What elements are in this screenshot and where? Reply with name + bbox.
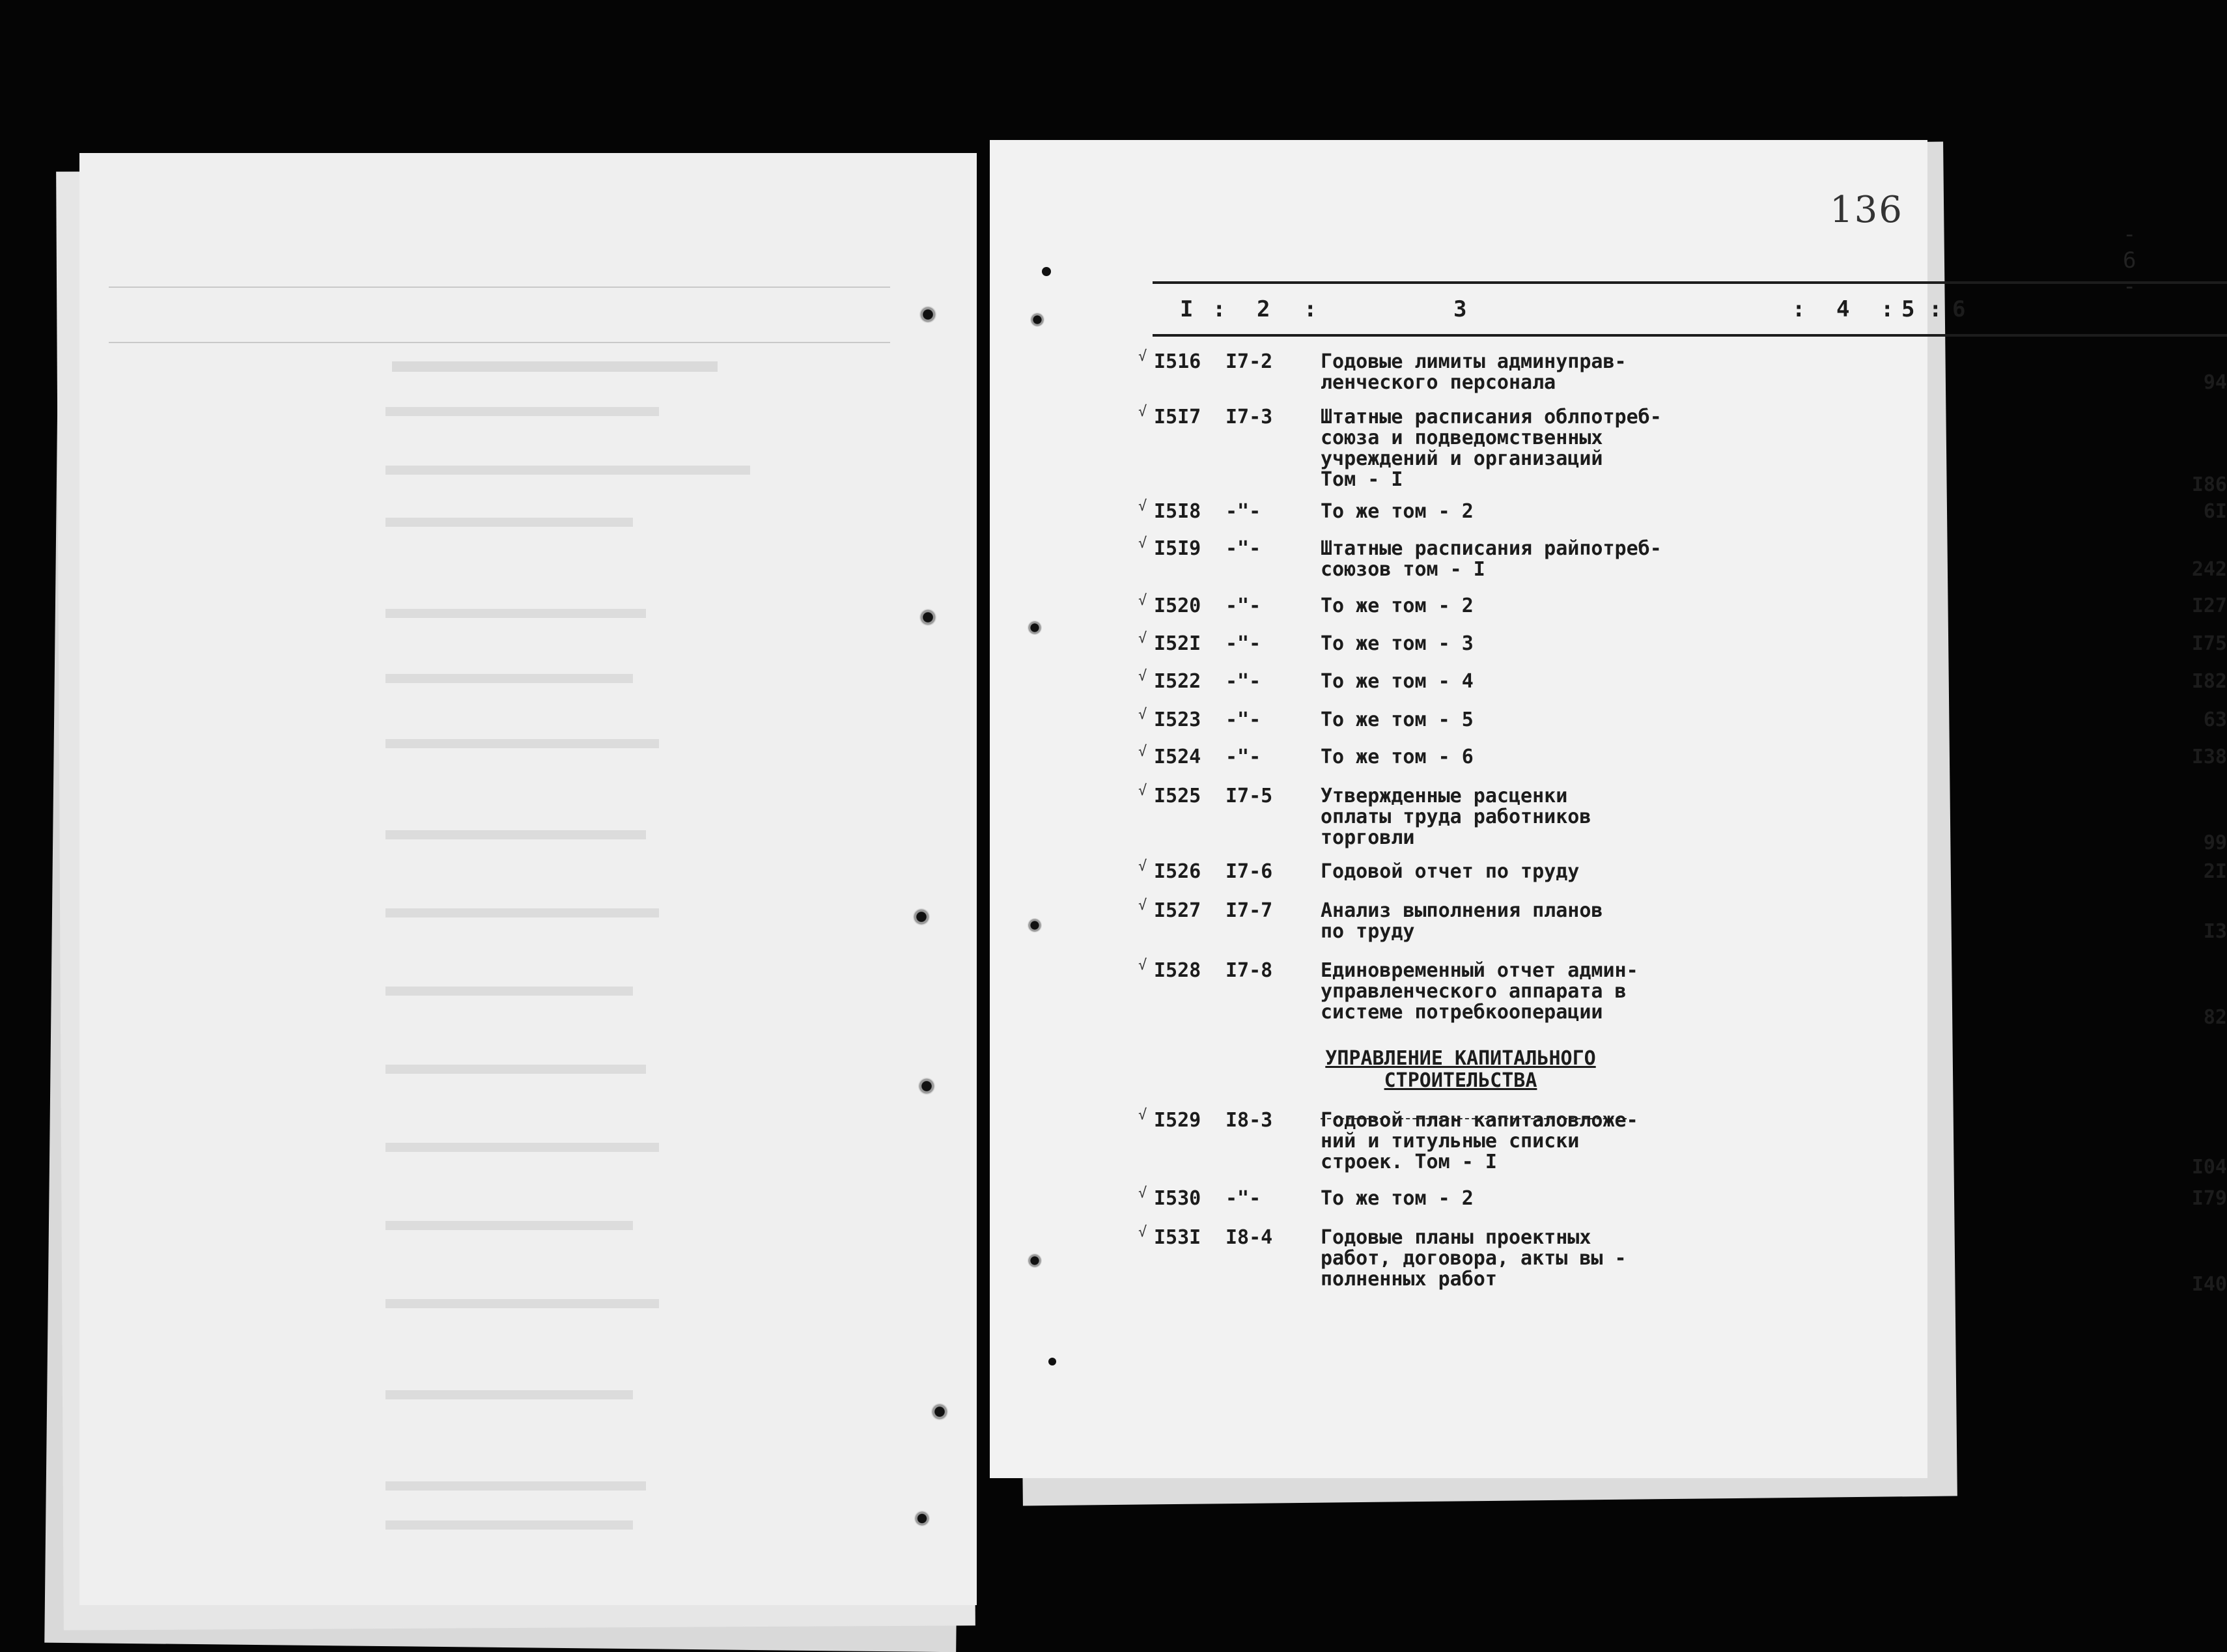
ghost-text (385, 609, 646, 618)
header-rule-top (1153, 281, 2227, 284)
item-pages: I82 (2191, 670, 2227, 693)
item-number: I5I7 (1154, 406, 1201, 428)
column-header-4: 4 (1836, 296, 1850, 322)
column-header-6: 6 (1952, 296, 1966, 322)
punch-hole (931, 1403, 948, 1420)
item-index: -"- (1226, 632, 1261, 655)
checkmark: √ (1138, 858, 1147, 875)
punch-hole (914, 1511, 930, 1526)
item-index: -"- (1226, 595, 1261, 617)
item-pages: 82 (2203, 1006, 2227, 1029)
item-title-line: полненных работ (1321, 1268, 1497, 1291)
item-title-line: строек. Том - I (1321, 1151, 1497, 1173)
section-title: УПРАВЛЕНИЕ КАПИТАЛЬНОГО (1325, 1047, 1596, 1070)
item-index: -"- (1226, 670, 1261, 693)
item-title-line: То же том - 6 (1321, 746, 1474, 768)
binding-mark (1048, 1358, 1056, 1365)
item-title-line: по труду (1321, 920, 1415, 943)
column-header-3: 3 (1453, 296, 1467, 322)
item-title-line: Годовые лимиты админуправ- (1321, 350, 1627, 373)
ghost-text (385, 1299, 659, 1308)
item-pages: 94 (2203, 371, 2227, 394)
punch-hole (919, 609, 936, 626)
item-title-line: То же том - 5 (1321, 708, 1474, 731)
item-number: I528 (1154, 959, 1201, 982)
checkmark: √ (1138, 348, 1147, 365)
item-index: I7-7 (1226, 899, 1273, 922)
ghost-text (392, 361, 718, 372)
header-rule-bottom (1153, 334, 2227, 337)
ghost-text (385, 407, 659, 416)
item-title-line: работ, договора, акты вы - (1321, 1247, 1627, 1270)
checkmark: √ (1138, 404, 1147, 420)
checkmark: √ (1138, 498, 1147, 514)
item-number: I526 (1154, 860, 1201, 883)
punch-hole (1028, 918, 1042, 932)
punch-hole (919, 306, 936, 323)
item-pages: 242 (2191, 558, 2227, 581)
typed-page-number: - 6 - (2123, 221, 2136, 300)
item-title-line: торговли (1321, 826, 1415, 849)
item-index: I7-3 (1226, 406, 1273, 428)
punch-hole (1030, 313, 1044, 327)
item-index: I7-5 (1226, 785, 1273, 807)
checkmark: √ (1138, 897, 1147, 914)
column-header-2: 2 (1257, 296, 1270, 322)
ghost-text (385, 1520, 633, 1530)
item-index: I7-6 (1226, 860, 1273, 883)
punch-hole (918, 1078, 935, 1095)
item-title-line: То же том - 4 (1321, 670, 1474, 693)
ghost-text (385, 518, 633, 527)
ghost-text (385, 466, 750, 475)
checkmark: √ (1138, 593, 1147, 609)
ghost-text (385, 830, 646, 839)
checkmark: √ (1138, 1107, 1147, 1123)
item-number: I52I (1154, 632, 1201, 655)
item-title-line: То же том - 3 (1321, 632, 1474, 655)
column-header-5: 5 (1901, 296, 1915, 322)
column-header-1: I (1180, 296, 1194, 322)
item-index: -"- (1226, 1187, 1261, 1210)
item-index: -"- (1226, 537, 1261, 560)
ghost-text (385, 1065, 646, 1074)
item-pages: I27 (2191, 595, 2227, 617)
item-number: I53I (1154, 1226, 1201, 1249)
item-title-line: Единовременный отчет админ- (1321, 959, 1638, 982)
punch-hole (1028, 621, 1042, 635)
ghost-text (385, 1390, 633, 1399)
item-title-line: управленческого аппарата в (1321, 980, 1627, 1003)
punch-hole (913, 908, 930, 925)
binding-mark (1042, 267, 1051, 276)
item-number: I527 (1154, 899, 1201, 922)
column-separator: : (1304, 296, 1317, 322)
column-separator: : (1792, 296, 1806, 322)
item-number: I529 (1154, 1109, 1201, 1132)
item-pages: I38 (2191, 746, 2227, 768)
item-pages: 63 (2203, 708, 2227, 731)
item-title-line: То же том - 2 (1321, 1187, 1474, 1210)
left-page (79, 153, 977, 1605)
item-pages: 6I (2203, 500, 2227, 523)
ghost-text (385, 1481, 646, 1491)
item-pages: I40 (2191, 1273, 2227, 1296)
item-title-line: ленческого персонала (1321, 371, 1556, 394)
item-title-line: союзов том - I (1321, 558, 1485, 581)
item-title-line: Годовой план капиталовложе- (1321, 1109, 1638, 1132)
column-separator: : (1881, 296, 1894, 322)
item-number: I530 (1154, 1187, 1201, 1210)
item-pages: I79 (2191, 1187, 2227, 1210)
item-title-line: Том - I (1321, 468, 1403, 491)
item-title-line: То же том - 2 (1321, 500, 1474, 523)
checkmark: √ (1138, 957, 1147, 973)
item-number: I525 (1154, 785, 1201, 807)
item-number: I5I8 (1154, 500, 1201, 523)
checkmark: √ (1138, 707, 1147, 723)
item-number: I522 (1154, 670, 1201, 693)
item-index: I7-8 (1226, 959, 1273, 982)
checkmark: √ (1138, 783, 1147, 799)
item-title-line: учреждений и организаций (1321, 447, 1603, 470)
item-index: -"- (1226, 708, 1261, 731)
item-index: -"- (1226, 500, 1261, 523)
item-pages: 99 (2203, 832, 2227, 854)
checkmark: √ (1138, 535, 1147, 552)
item-index: I8-4 (1226, 1226, 1273, 1249)
item-number: I5I9 (1154, 537, 1201, 560)
item-title-line: системе потребкооперации (1321, 1001, 1603, 1024)
ghost-text (385, 908, 659, 917)
item-pages: 2I (2203, 860, 2227, 883)
column-separator: : (1212, 296, 1226, 322)
checkmark: √ (1138, 1224, 1147, 1240)
ghost-text (385, 1143, 659, 1152)
item-title-line: Анализ выполнения планов (1321, 899, 1603, 922)
item-title-line: Годовые планы проектных (1321, 1226, 1591, 1249)
item-title-line: Штатные расписания облпотреб- (1321, 406, 1662, 428)
item-title-line: Утвержденные расценки (1321, 785, 1568, 807)
ghost-rule (109, 342, 890, 343)
item-number: I516 (1154, 350, 1201, 373)
item-title-line: оплаты труда работников (1321, 805, 1591, 828)
item-index: -"- (1226, 746, 1261, 768)
checkmark: √ (1138, 630, 1147, 647)
checkmark: √ (1138, 1185, 1147, 1201)
ghost-text (385, 987, 633, 996)
item-title-line: Годовой отчет по труду (1321, 860, 1580, 883)
ghost-rule (109, 287, 890, 288)
item-pages: I75 (2191, 632, 2227, 655)
checkmark: √ (1138, 744, 1147, 760)
checkmark: √ (1138, 668, 1147, 684)
item-title-line: Штатные расписания райпотреб- (1321, 537, 1662, 560)
handwritten-page-number: 136 (1830, 189, 1903, 231)
ghost-text (385, 674, 633, 683)
item-number: I520 (1154, 595, 1201, 617)
ghost-text (385, 1221, 633, 1230)
item-index: I8-3 (1226, 1109, 1273, 1132)
item-pages: I3 (2203, 920, 2227, 943)
section-title: СТРОИТЕЛЬСТВА (1384, 1069, 1537, 1092)
item-title-line: ний и титульные списки (1321, 1130, 1580, 1153)
item-index: I7-2 (1226, 350, 1273, 373)
item-pages: I04 (2191, 1156, 2227, 1179)
punch-hole (1028, 1253, 1042, 1268)
item-title-line: союза и подведомственных (1321, 427, 1603, 449)
item-number: I523 (1154, 708, 1201, 731)
ghost-text (385, 739, 659, 748)
item-title-line: То же том - 2 (1321, 595, 1474, 617)
right-page (990, 140, 2227, 1478)
column-separator: : (1929, 296, 1942, 322)
item-number: I524 (1154, 746, 1201, 768)
item-pages: I86 (2191, 473, 2227, 496)
